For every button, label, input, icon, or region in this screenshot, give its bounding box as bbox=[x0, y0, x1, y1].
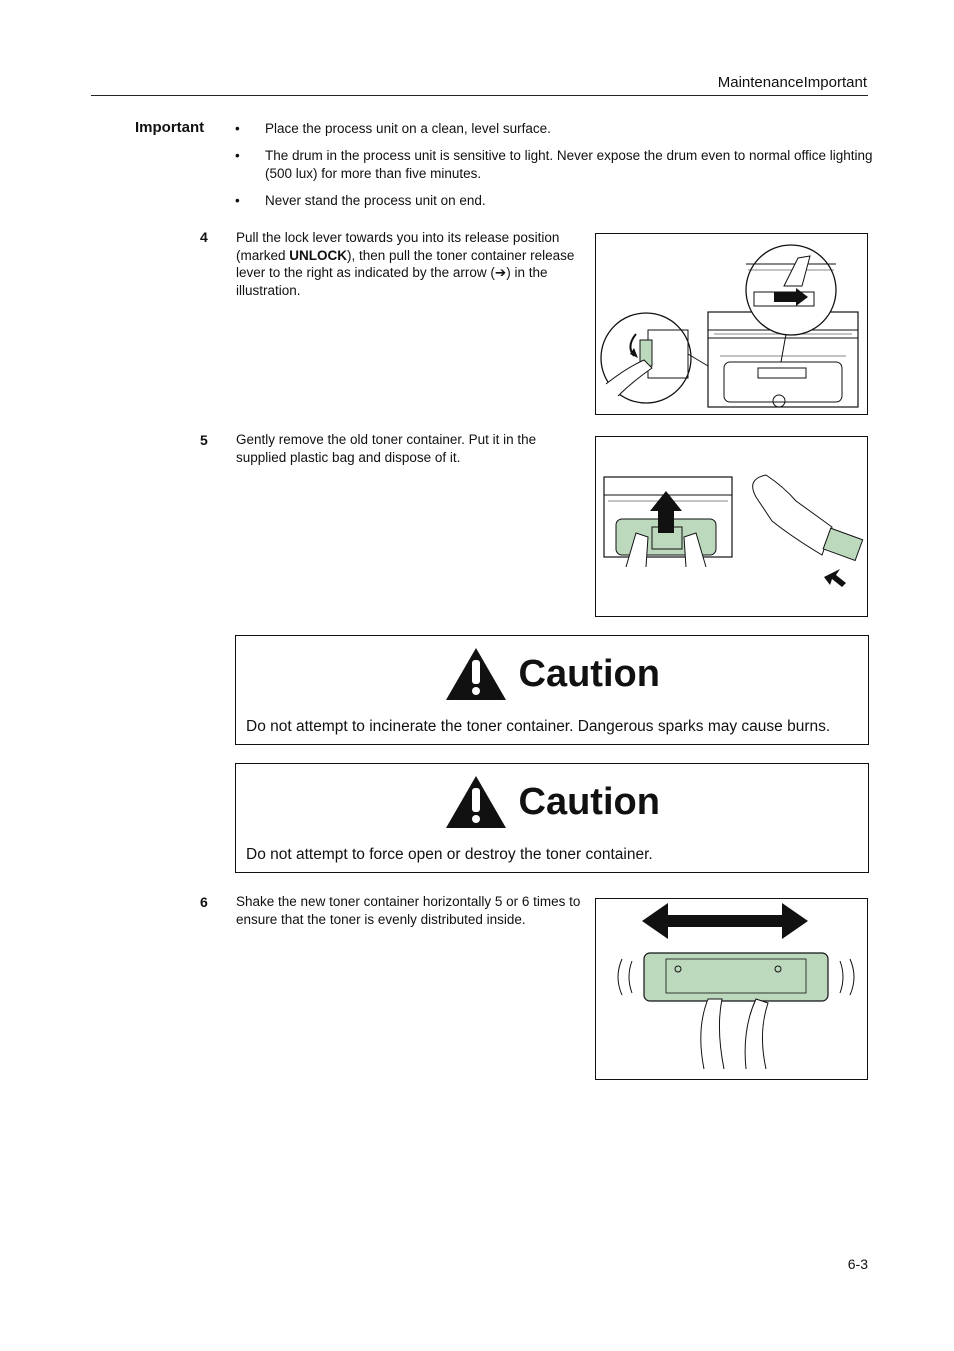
figure-release-lever bbox=[595, 233, 868, 415]
important-list bbox=[235, 120, 875, 219]
step-number: 4 bbox=[200, 229, 208, 245]
step-number: 6 bbox=[200, 894, 208, 910]
step-text: Pull the lock lever towards you into its release position (marked UNLOCK), then pull the toner container release lever to the right as indicated by the arrow (➔) in the illustration. bbox=[236, 230, 575, 298]
caution-text: Do not attempt to force open or destroy the toner container. bbox=[246, 846, 653, 863]
caution-box-force-open bbox=[235, 763, 869, 873]
step-text: Gently remove the old toner container. Put it in the supplied plastic bag and dispose of it. bbox=[236, 432, 537, 465]
step-text: Shake the new toner container horizontally 5 or 6 times to ensure that the toner is evenly distributed inside. bbox=[236, 894, 581, 927]
caution-title: Caution bbox=[518, 652, 660, 695]
list-item: • Never stand the process unit on end. bbox=[235, 193, 486, 208]
warning-icon bbox=[444, 774, 508, 830]
caution-text: Do not attempt to incinerate the toner container. Dangerous sparks may cause burns. bbox=[246, 718, 831, 735]
list-item: • The drum in the process unit is sensitive to light. Never expose the drum even to normal office lighting (500 lux) for more than five minutes. bbox=[235, 148, 873, 181]
unlock-label: UNLOCK bbox=[289, 247, 348, 263]
step-number: 5 bbox=[200, 432, 208, 448]
page-header-title: MaintenanceImportant bbox=[717, 74, 867, 91]
important-label: Important bbox=[135, 119, 205, 136]
bullet-icon: • bbox=[235, 121, 240, 136]
bullet-icon: • bbox=[235, 148, 240, 163]
arrow-right-icon: ➔ bbox=[494, 265, 507, 280]
bullet-icon: • bbox=[235, 193, 240, 208]
caution-title: Caution bbox=[518, 780, 660, 823]
header-divider bbox=[91, 95, 868, 96]
list-item: • Place the process unit on a clean, level surface. bbox=[235, 121, 551, 136]
caution-box-incinerate bbox=[235, 635, 869, 745]
figure-shake-toner bbox=[595, 898, 868, 1080]
page-number: 6-3 bbox=[847, 1256, 868, 1272]
figure-remove-toner bbox=[595, 436, 868, 617]
warning-icon bbox=[444, 646, 508, 702]
